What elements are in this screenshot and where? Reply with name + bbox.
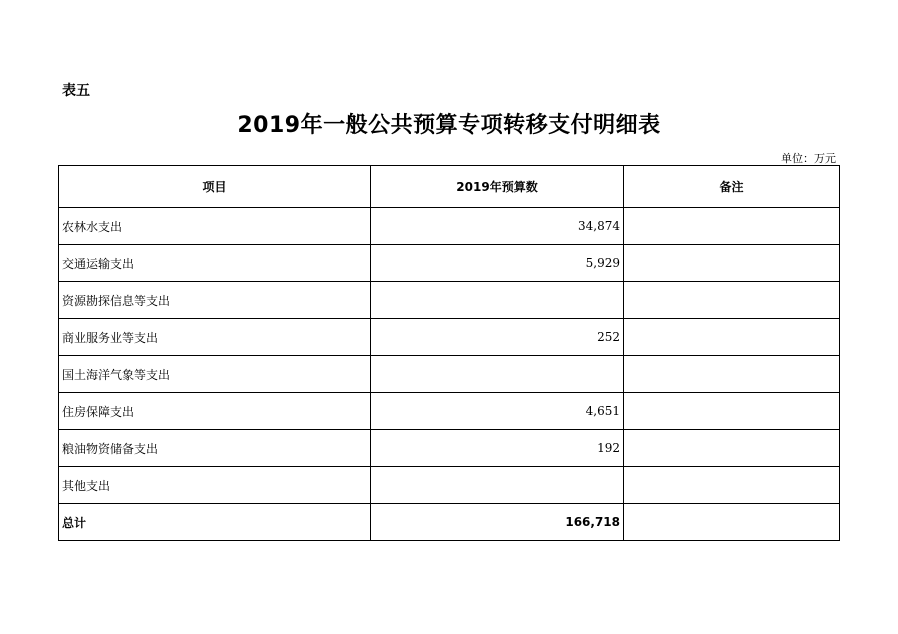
header-item: 项目 — [59, 166, 371, 208]
row-item: 国土海洋气象等支出 — [59, 356, 371, 393]
row-budget: 4,651 — [371, 393, 624, 430]
row-remarks — [624, 245, 840, 282]
table-row — [59, 393, 840, 430]
table-header-row — [59, 166, 840, 208]
row-budget: 5,929 — [371, 245, 624, 282]
row-remarks — [624, 467, 840, 504]
row-item: 资源勘探信息等支出 — [59, 282, 371, 319]
row-item: 其他支出 — [59, 467, 371, 504]
table-row — [59, 245, 840, 282]
row-budget: 252 — [371, 319, 624, 356]
total-row — [59, 504, 840, 541]
row-remarks — [624, 430, 840, 467]
row-item: 商业服务业等支出 — [59, 319, 371, 356]
unit-label: 单位：万元 — [781, 152, 836, 165]
row-budget — [371, 467, 624, 504]
total-remarks — [624, 504, 840, 541]
row-remarks — [624, 356, 840, 393]
row-budget: 192 — [371, 430, 624, 467]
table-row — [59, 208, 840, 245]
row-remarks — [624, 208, 840, 245]
row-remarks — [624, 282, 840, 319]
table-row — [59, 319, 840, 356]
row-budget: 34,874 — [371, 208, 624, 245]
total-label: 总计 — [59, 504, 371, 541]
header-budget: 2019年预算数 — [371, 166, 624, 208]
table-row — [59, 430, 840, 467]
page-title: 2019年一般公共预算专项转移支付明细表 — [237, 113, 661, 138]
row-item: 粮油物资储备支出 — [59, 430, 371, 467]
row-budget — [371, 282, 624, 319]
budget-table — [58, 165, 840, 541]
table-row — [59, 356, 840, 393]
table-row — [59, 467, 840, 504]
row-item: 交通运输支出 — [59, 245, 371, 282]
row-item: 农林水支出 — [59, 208, 371, 245]
table-number-label: 表五 — [62, 83, 90, 99]
header-remarks: 备注 — [624, 166, 840, 208]
row-budget — [371, 356, 624, 393]
row-remarks — [624, 319, 840, 356]
row-item: 住房保障支出 — [59, 393, 371, 430]
total-budget: 166,718 — [371, 504, 624, 541]
table-row — [59, 282, 840, 319]
row-remarks — [624, 393, 840, 430]
